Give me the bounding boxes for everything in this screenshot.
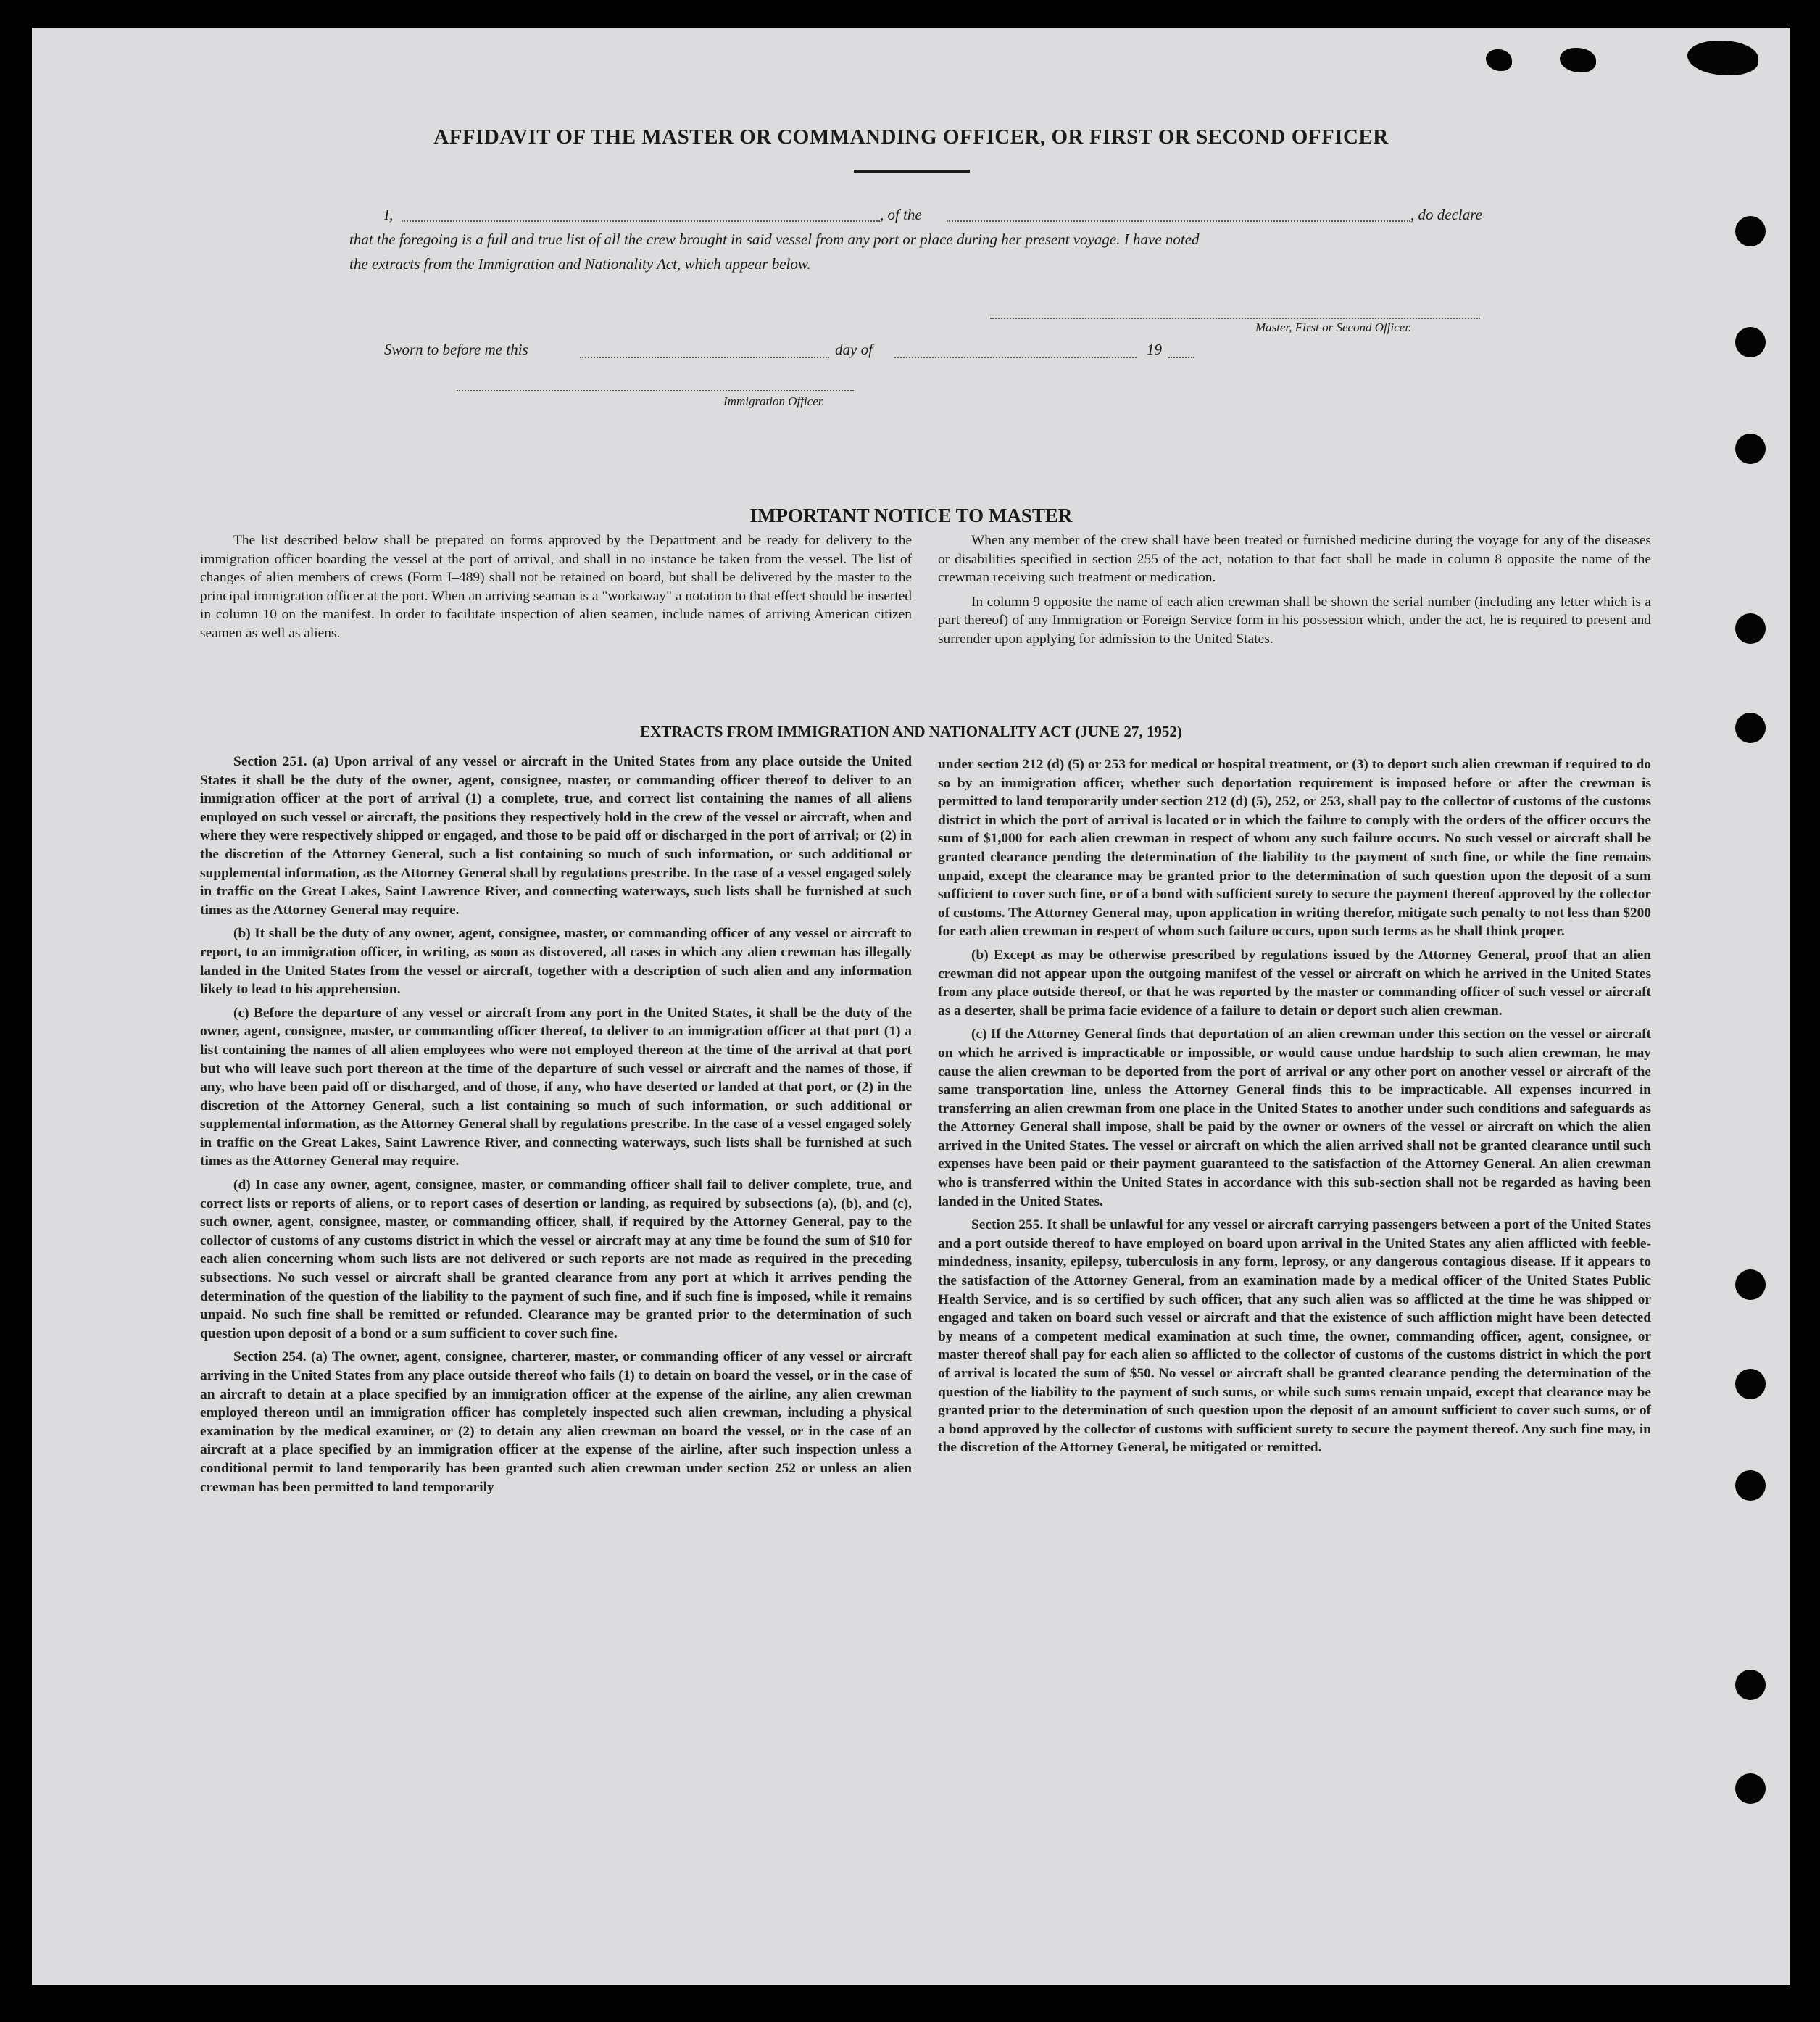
- act-paragraph: (c) If the Attorney General finds that deportation of an alien crewman under this section on the vessel or aircraft on which he arrived is impracticable or impossible, or would cause undue hardship to such alien crewman, he may cause the alien crewman to be deported from the port of arrival or any other port on another vessel or aircraft of the same transportation line, unless the Attorney General finds this to be impracticable. All expenses incurred in transferring an alien crewman from one place in the United States to another under such conditions and safeguards as the Attorney General shall impose, shall be paid by the owner or owners of the vessel or aircraft on which the alien arrived in the United States. The vessel or aircraft on which the alien arrived shall not be granted clearance until such expenses have been paid or their payment guaranteed to the satisfaction of the Attorney General. An alien crewman who is transferred within the United States in accordance with this sub-section shall not be regarded as having been landed in the United States.: [938, 1027, 1651, 1209]
- act-paragraph: (c) Before the departure of any vessel or aircraft from any port in the United States, it shall be the duty of the owner, agent, consignee, master, or commanding officer thereof, to deliver to an immigration officer at that port (1) a list containing the names of all alien employees who were not employed thereon at the time of the arrival at that port but who will leave such port thereon at the time of the departure of such vessel or aircraft and the names of those, if any, who have been paid off or discharged, and of those, if any, who have deserted or landed at that port, or (2) in the discretion of the Attorney General, such a list containing so much of such information, or such additional or supplemental information, as the Attorney General shall by regulations prescribe. In the case of a vessel engaged solely in traffic on the Great Lakes, Saint Lawrence River, and connecting waterways, such lists shall be furnished at such times as the Attorney General may require.: [200, 1005, 912, 1169]
- sworn-label: Sworn to before me this: [384, 341, 528, 358]
- vessel-name-field[interactable]: [947, 220, 1410, 222]
- act-paragraph: (d) In case any owner, agent, consignee, master, or commanding officer shall fail to deliver complete, true, and correct lists or reports of aliens, or to report cases of desertion or landing, as required by subsections (a), (b), and (c), such owner, agent, consignee, master, or commanding officer, shall, if required by the Attorney General, pay to the collector of customs of any customs district in which the vessel or aircraft may at any time be found the sum of $10 for each alien concerning whom such lists are not delivered or such reports are not made as required in the preceding subsections. No such vessel or aircraft shall be granted clearance from any port at which it arrives pending the determination of the question of the liability to the payment of such fine, and if such fine is imposed, while it remains unpaid. No such fine shall be remitted or refunded. Clearance may be granted prior to the determination of such question upon deposit of a bond or a sum sufficient to cover such fine.: [200, 1177, 912, 1341]
- punch-hole: [1735, 434, 1766, 464]
- ink-blot: [1687, 41, 1758, 75]
- punch-hole: [1735, 327, 1766, 357]
- declaration-text-1: that the foregoing is a full and true list of all the crew brought in said vessel from any port or place during her present voyage. I have noted: [349, 231, 1200, 248]
- extracts-right-column: [938, 755, 1651, 1462]
- act-paragraph: Section 251. (a) Upon arrival of any vessel or aircraft in the United States from any place outside the United States it shall be the duty of the owner, agent, consignee, master, or commanding officer thereof to deliver to an immigration officer at the port of arrival (1) a complete, true, and correct list containing the names of all aliens employed on such vessel or aircraft, the positions they respectively hold in the crew of the vessel or aircraft, when and where they were respectively shipped or engaged, and those to be paid off or discharged in the port of arrival; or (2) in the discretion of the Attorney General, such a list containing so much of such information, or such additional or supplemental information, as the Attorney General shall by regulations prescribe. In the case of a vessel engaged solely in traffic on the Great Lakes, Saint Lawrence River, and connecting waterways, such lists shall be furnished at such times as the Attorney General may require.: [200, 754, 912, 918]
- sworn-day-field[interactable]: [580, 357, 829, 358]
- act-paragraph: (b) Except as may be otherwise prescribed by regulations issued by the Attorney General, proof that an alien crewman did not appear upon the outgoing manifest of the vessel or aircraft on which he arrived in the United States from any place outside thereof, or that he was reported by the master or commanding officer of such vessel or aircraft as a deserter, shall be prima facie evidence of a failure to detain or deport such alien crewman.: [938, 947, 1651, 1019]
- master-signature-field[interactable]: [990, 318, 1480, 319]
- punch-hole: [1735, 216, 1766, 246]
- sworn-year-field[interactable]: [1168, 357, 1194, 358]
- punch-hole: [1735, 1670, 1766, 1700]
- notice-paragraph: The list described below shall be prepared on forms approved by the Department and be ready for delivery to the immigration officer boarding the vessel at the port of arrival, and shall in no instance be taken from the vessel. The list of changes of alien members of crews (Form I–489) shall not be retained on board, but shall be delivered by the master to the principal immigration officer at the port. When an arriving seaman is a "workaway" a notation to that effect should be inserted in column 10 on the manifest. In order to facilitate inspection of alien seamen, include names of arriving American citizen seamen as well as aliens.: [200, 533, 912, 641]
- master-signature-caption: Master, First or Second Officer.: [1255, 320, 1412, 334]
- notice-right-column: [938, 531, 1651, 655]
- title-divider: [854, 170, 970, 173]
- act-paragraph: under section 212 (d) (5) or 253 for medical or hospital treatment, or (3) to deport such alien crewman if required to do so by an immigration officer, whether such deportation requirement is imposed before or after the crewman is permitted to land temporarily under section 212 (d) (5), 252, or 253, shall pay to the collector of customs of the customs district in which the port of arrival is located or in which the failure to comply with the orders of the officer occurs the sum of $1,000 for each alien crewman in respect of whom any such failure occurs. No such vessel or aircraft shall be granted clearance pending the determination of the liability to the payment of such fine, or while the fine remains unpaid, except the clearance may be granted prior to the determination of such question upon the deposit of a sum sufficient to cover such fine, or of a bond with sufficient surety to secure the payment thereof approved by the collector of customs. The Attorney General may, upon application in writing therefor, mitigate such penalty to not less than $200 for each alien crewman in respect of whom such failure occurs, upon such terms as he shall think proper.: [938, 757, 1651, 940]
- sworn-month-field[interactable]: [894, 357, 1137, 358]
- notice-paragraph: In column 9 opposite the name of each alien crewman shall be shown the serial number (including any letter which is a part thereof) of any Immigration or Foreign Service form in his possession which, under the act, he is required to present and surrender upon applying for admission to the United States.: [938, 594, 1651, 647]
- extracts-title: EXTRACTS FROM IMMIGRATION AND NATIONALITY ACT (JUNE 27, 1952): [640, 723, 1182, 740]
- act-paragraph: Section 255. It shall be unlawful for any vessel or aircraft carrying passengers between a port of the United States and a port outside thereof to have employed on board upon arrival in the United States any alien afflicted with feeble-mindedness, insanity, epilepsy, tuberculosis in any form, leprosy, or any dangerous contagious disease. If it appears to the satisfaction of the Attorney General, from an examination made by a medical officer of the United States Public Health Service, and is so certified by such officer, that any such alien was so afflicted at the time he was shipped or engaged and taken on board such vessel or aircraft and that the existence of such affliction might have been detected by means of a competent medical examination at such time, the owner, commanding officer, agent, consignee, or master thereof shall pay for each alien so afflicted to the collector of customs of the customs district in which the port of arrival is located the sum of $50. No vessel or aircraft shall be granted clearance pending the determination of the question of the liability to the payment of such sums, or while such sums remain unpaid, except that clearance may be granted prior to the determination of such question upon the deposit of an amount sufficient to cover such sums, or of a bond approved by the collector of customs with sufficient surety to secure the payment thereof. Any such fine may, in the discretion of the Attorney General, be mitigated or remitted.: [938, 1217, 1651, 1456]
- punch-hole: [1735, 1369, 1766, 1399]
- ink-blot: [1486, 49, 1512, 71]
- do-declare-label: , do declare: [1410, 206, 1482, 223]
- extracts-left-column: [200, 753, 912, 1501]
- officer-signature-field[interactable]: [457, 390, 854, 391]
- day-of-label: day of: [835, 341, 873, 358]
- year-label: 19: [1147, 341, 1162, 358]
- ink-blot: [1560, 48, 1596, 72]
- punch-hole: [1735, 1773, 1766, 1804]
- affidavit-title: AFFIDAVIT OF THE MASTER OR COMMANDING OFFICER, OR FIRST OR SECOND OFFICER: [433, 125, 1389, 149]
- of-the-label: , of the: [880, 206, 922, 223]
- notice-paragraph: When any member of the crew shall have been treated or furnished medicine during the voyage for any of the diseases or disabilities specified in section 255 of the act, notation to that fact shall be made in column 8 opposite the name of the crewman receiving such treatment or medication.: [938, 533, 1651, 586]
- punch-hole: [1735, 1470, 1766, 1501]
- declarant-name-field[interactable]: [402, 220, 880, 222]
- punch-hole: [1735, 1269, 1766, 1300]
- officer-signature-caption: Immigration Officer.: [723, 394, 825, 408]
- declaration-text-2: the extracts from the Immigration and Nationality Act, which appear below.: [349, 255, 811, 273]
- punch-hole: [1735, 613, 1766, 644]
- declarant-label: I,: [384, 206, 394, 223]
- notice-left-column: [200, 531, 912, 649]
- act-paragraph: (b) It shall be the duty of any owner, agent, consignee, master, or commanding officer of any vessel or aircraft to report, to an immigration officer, in writing, as soon as discovered, all cases in which any alien crewman has illegally landed in the United States from the vessel or aircraft, together with a description of such alien and any information likely to lead to his apprehension.: [200, 926, 912, 998]
- form-page: [32, 28, 1790, 1985]
- notice-title: IMPORTANT NOTICE TO MASTER: [749, 505, 1073, 526]
- act-paragraph: Section 254. (a) The owner, agent, consignee, charterer, master, or commanding officer of any vessel or aircraft arriving in the United States from any place outside thereof who fails (1) to detain on board the vessel, or in the case of an aircraft to detain at a place specified by an immigration officer at the expense of the airline, any alien crewman employed thereon until an immigration officer has completely inspected such alien crewman, including a physical examination by the medical examiner, or (2) to detain any alien crewman on board the vessel, or in the case of an aircraft at a place specified by an immigration officer at the expense of the airline, after such inspection unless a conditional permit to land temporarily has been granted such alien crewman under section 252 or unless an alien crewman has been permitted to land temporarily: [200, 1349, 912, 1495]
